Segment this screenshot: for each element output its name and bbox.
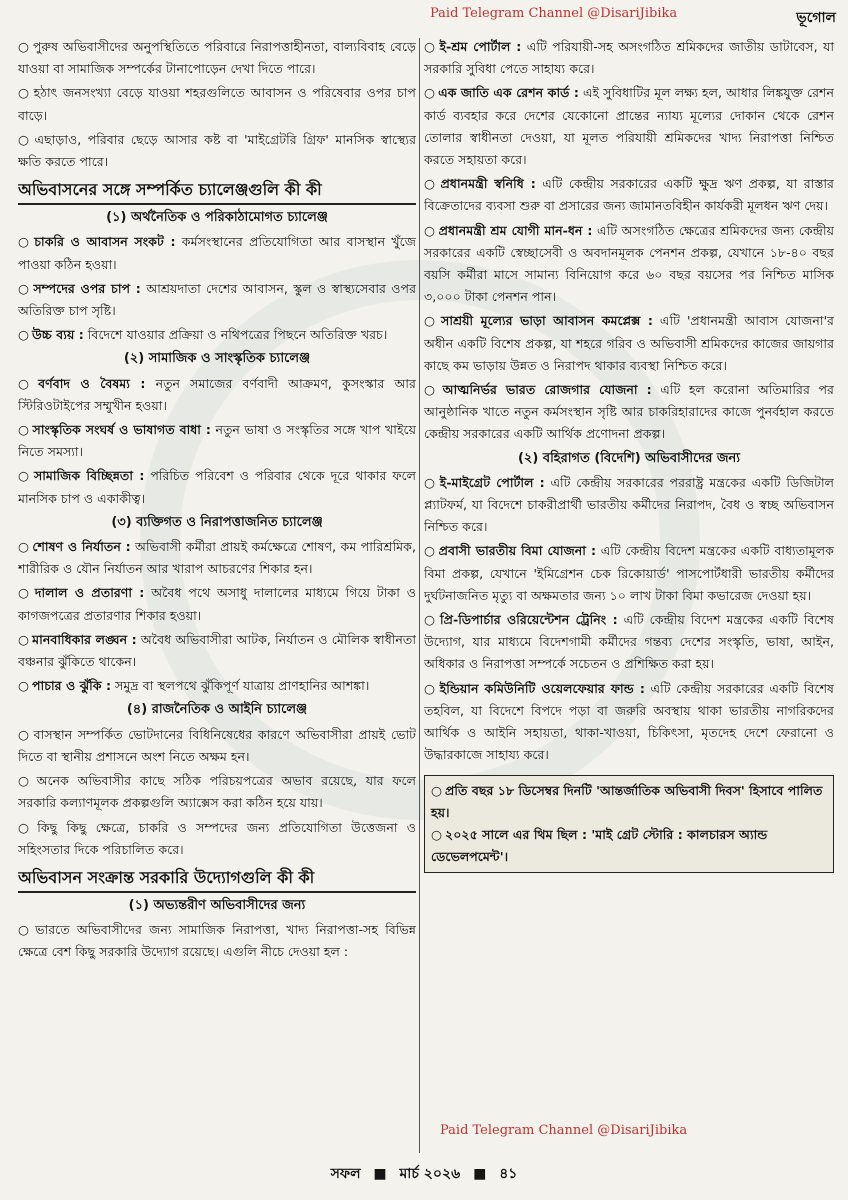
security-challenge-heading: (৩) ব্যক্তিগত ও নিরাপত্তাজনিত চ্যালেঞ্জ	[111, 514, 323, 530]
info-box-line: ○ ২০২৫ সালে এর থিম ছিল : 'মাই গ্রেট স্টোরি : কালচারস অ্যান্ড ডেভেলপমেন্ট'।	[431, 826, 768, 865]
list-item: ○ পাচার ও ঝুঁকি : সমুদ্র বা স্থলপথে ঝুঁকিপূর্ণ যাত্রায় প্রাণহানির আশঙ্কা।	[18, 678, 370, 694]
list-item: ○ এছাড়াও, পরিবার ছেড়ে আসার কষ্ট বা 'মাইগ্রেটরি গ্রিফ' মানসিক স্বাস্থ্যের ক্ষতি করতে পারে।	[18, 131, 416, 170]
watermark-top: Paid Telegram Channel @DisariJibika	[430, 6, 678, 21]
internal-migrants-heading: (১) অভ্যন্তরীণ অভিবাসীদের জন্য	[128, 897, 306, 913]
page-number: ৪১	[499, 1166, 518, 1182]
list-item: ○ প্রি-ডিপার্চার ওরিয়েন্টেশন ট্রেনিং : এটি কেন্দ্রীয় বিদেশ মন্ত্রকের একটি বিশেষ উদ্যোগ, যার মাধ্যমে বিদেশগামী কর্মীদের গন্তব্য দেশের সংস্কৃতি, ভাষা, আইন, অধিকার ও নিরাপত্তা সম্পর্কে সচেতন ও প্রশিক্ষিত করা হয়।	[424, 612, 834, 672]
list-item: ○ ইন্ডিয়ান কমিউনিটি ওয়েলফেয়ার ফান্ড : এটি কেন্দ্রীয় সরকারের একটি বিশেষ তহবিল, যা বিদেশে বিপদে পড়া বা জরুরি অবস্থায় থাকা ভারতীয় নাগরিকদের আর্থিক ও আইনি সহায়তা, থাকা-খাওয়া, চিকিৎসা, মৃতদেহ দেশে ফেরানো ও উদ্ধারকাজে সাহায্য করে।	[424, 680, 834, 763]
left-column	[18, 36, 416, 1156]
political-challenge-heading: (৪) রাজনৈতিক ও আইনি চ্যালেঞ্জ	[126, 702, 308, 718]
migrants-day-info-box	[424, 775, 834, 874]
list-item: ○ শোষণ ও নির্যাতন : অভিবাসী কর্মীরা প্রায়ই কর্মক্ষেত্রে শোষণ, কম পারিশ্রমিক, শারীরিক ও যৌন নির্যাতন আর খারাপ আচরণের শিকার হন।	[18, 539, 416, 577]
list-item: ○ সাংস্কৃতিক সংঘর্ষ ও ভাষাগত বাধা : নতুন ভাষা ও সংস্কৃতির সঙ্গে খাপ খাইয়ে নিতে সমস্যা।	[18, 422, 416, 460]
challenges-heading: অভিবাসনের সঙ্গে সম্পর্কিত চ্যালেঞ্জগুলি কী কী	[18, 177, 416, 205]
square-icon: ■	[373, 1166, 387, 1182]
list-item: ○ প্রধানমন্ত্রী স্বনিধি : এটি কেন্দ্রীয় সরকারের একটি ক্ষুদ্র ঋণ প্রকল্প, যা রাস্তার বিক্রেতাদের ব্যবসা শুরু বা প্রসারের জন্য জামানতবিহীন কার্যকরী মূলধন ঋণ দেয়।	[424, 176, 834, 214]
list-item: ○ প্রবাসী ভারতীয় বিমা যোজনা : এটি কেন্দ্রীয় বিদেশ মন্ত্রকের একটি বাধ্যতামূলক বিমা প্রকল্প, যেখানে 'ইমিগ্রেশন চেক রিকোয়ার্ড' পাসপোর্টধারী ভারতীয় কর্মীদের দুর্ঘটনাজনিত মৃত্যু বা অক্ষমতার জন্য ১০ লাখ টাকা বিমা কভারেজ দেওয়া হয়।	[424, 543, 834, 603]
list-item: ○ উচ্চ ব্যয় : বিদেশে যাওয়ার প্রক্রিয়া ও নথিপত্রের পিছনে অতিরিক্ত খরচ।	[18, 327, 388, 343]
list-item: ○ সামাজিক বিচ্ছিন্নতা : পরিচিত পরিবেশ ও পরিবার থেকে দূরে থাকার ফলে মানসিক চাপ ও একাকীত্ব।	[18, 468, 416, 506]
social-challenge-heading: (২) সামাজিক ও সাংস্কৃতিক চ্যালেঞ্জ	[123, 351, 311, 367]
list-item: ○ ই-শ্রম পোর্টাল : এটি পরিযায়ী-সহ অসংগঠিত শ্রমিকদের জাতীয় ডাটাবেস, যা সরকারি সুবিধা পেতে সাহায্য করে।	[424, 39, 834, 77]
magazine-name: সফল	[330, 1166, 361, 1182]
list-item: ○ ই-মাইগ্রেট পোর্টাল : এটি কেন্দ্রীয় সরকারের পররাষ্ট্র মন্ত্রকের একটি ডিজিটাল প্ল্যাটফর্ম, যা বিদেশে চাকরীপ্রার্থী ভারতীয় কর্মীদের নিরাপদ, বৈধ ও স্বচ্ছ অভিবাসন নিশ্চিত করে।	[424, 474, 834, 535]
watermark-bottom: Paid Telegram Channel @DisariJibika	[440, 1123, 688, 1138]
list-item: ○ সাশ্রয়ী মূল্যের ভাড়া আবাসন কমপ্লেক্স : এটি 'প্রধানমন্ত্রী আবাস যোজনা'র অধীন একটি বিশেষ প্রকল্প, যা শহরে গরিব ও অভিবাসী শ্রমিকদের কাজের জায়গার কাছে কম ভাড়ায় উন্নত ও নিরাপদ থাকার ব্যবস্থা নিশ্চিত করে।	[424, 313, 834, 373]
external-migrants-heading: (২) বহিরাগত (বিদেশি) অভিবাসীদের জন্য	[517, 450, 741, 466]
right-column	[424, 36, 834, 1156]
subject-tag: ভূগোল	[796, 10, 836, 26]
list-item: ○ অনেক অভিবাসীর কাছে সঠিক পরিচয়পত্রের অভাব রয়েছে, যার ফলে সরকারি কল্যাণমূলক প্রকল্পগুলি অ্যাক্সেস করা কঠিন হয়ে যায়।	[18, 773, 416, 811]
column-divider	[419, 38, 420, 1153]
list-item: ○ হঠাৎ জনসংখ্যা বেড়ে যাওয়া শহরগুলিতে আবাসন ও পরিষেবার ওপর চাপ বাড়ে।	[18, 85, 416, 123]
economic-challenge-heading: (১) অর্থনৈতিক ও পরিকাঠামোগত চ্যালেঞ্জ	[106, 210, 328, 226]
list-item: ○ পুরুষ অভিবাসীদের অনুপস্থিতিতে পরিবারে নিরাপত্তাহীনতা, বাল্যবিবাহ বেড়ে যাওয়া বা সামাজিক সম্পর্কের টানাপোড়েন দেখা দিতে পারে।	[18, 39, 416, 77]
list-item: ○ চাকরি ও আবাসন সংকট : কর্মসংস্থানের প্রতিযোগিতা আর বাসস্থান খুঁজে পাওয়া কঠিন হওয়া।	[18, 234, 416, 272]
list-item: ○ বাসস্থান সম্পর্কিত ভোটদানের বিধিনিষেধের কারণে অভিবাসীরা প্রায়ই ভোট দিতে বা স্থানীয় প্রশাসনে অংশ নিতে অক্ষম হন।	[18, 726, 416, 764]
page-footer	[0, 1162, 848, 1186]
info-box-line: ○ প্রতি বছর ১৮ ডিসেম্বর দিনটি 'আন্তর্জাতিক অভিবাসী দিবস' হিসাবে পালিত হয়।	[431, 782, 823, 820]
list-item: ○ দালাল ও প্রতারণা : অবৈধ পথে অসাধু দালালের মাধ্যমে গিয়ে টাকা ও কাগজপত্রের প্রতারণার শিকার হওয়া।	[18, 585, 416, 623]
list-item: ○ মানবাধিকার লঙ্ঘন : অবৈধ অভিবাসীরা আটক, নির্যাতন ও মৌলিক স্বাধীনতা বঞ্চনার ঝুঁকিতে থাকেন।	[18, 631, 416, 670]
list-item: ○ প্রধানমন্ত্রী শ্রম যোগী মান-ধন : এটি অসংগঠিত ক্ষেত্রের শ্রমিকদের জন্য কেন্দ্রীয় সরকারের একটি স্বেচ্ছাসেবী ও অবদানমূলক পেনশন প্রকল্প, যেখানে ১৮-৪০ বছর বয়সি কর্মীরা মাসে সামান্য বিনিয়োগ করে ৬০ বছর বয়সের পর নিশ্চিত মাসিক ৩,০০০ টাকা পেনশন পান।	[424, 222, 834, 305]
square-icon: ■	[473, 1166, 487, 1182]
issue-month: মার্চ ২০২৬	[399, 1166, 461, 1182]
intro-list	[18, 36, 416, 173]
government-initiatives-heading: অভিবাসন সংক্রান্ত সরকারি উদ্যোগগুলি কী কী	[18, 865, 416, 893]
list-item: ○ বর্ণবাদ ও বৈষম্য : নতুন সমাজের বর্ণবাদী আক্রমণ, কুসংস্কার আর স্টিরিওটাইপের সম্মুখীন হওয়া।	[18, 375, 416, 413]
internal-intro: ○ ভারতে অভিবাসীদের জন্য সামাজিক নিরাপত্তা, খাদ্য নিরাপত্তা-সহ বিভিন্ন ক্ষেত্রে বেশ কিছু সরকারি উদ্যোগ রয়েছে। এগুলি নীচে দেওয়া হল :	[18, 922, 416, 960]
list-item: ○ কিছু কিছু ক্ষেত্রে, চাকরি ও সম্পদের জন্য প্রতিযোগিতা উত্তেজনা ও সহিংসতার দিকে পরিচালিত করে।	[18, 819, 416, 857]
list-item: ○ এক জাতি এক রেশন কার্ড : এই সুবিধাটির মূল লক্ষ্য হল, আধার লিঙ্কযুক্ত রেশন কার্ড ব্যবহার করে দেশের যেকোনো প্রান্তের ন্যায্য মূল্যের দোকান থেকে রেশন তোলার স্বাধীনতা দেওয়া, যা মূলত পরিযায়ী শ্রমিকদের খাদ্য নিরাপত্তা নিশ্চিত করতে সহায়তা করে।	[424, 85, 834, 168]
list-item: ○ আত্মনির্ভর ভারত রোজগার যোজনা : এটি হল করোনা অতিমারির পর আনুষ্ঠানিক খাতে নতুন কর্মসংস্থান সৃষ্টি আর চাকরিহারাদের কাজে পুনর্বহাল করতে কেন্দ্রীয় সরকারের একটি আর্থিক প্রণোদনা প্রকল্প।	[424, 382, 834, 442]
list-item: ○ সম্পদের ওপর চাপ : আশ্রয়দাতা দেশের আবাসন, স্কুল ও স্বাস্থ্যসেবার ওপর অতিরিক্ত চাপ সৃষ্টি।	[18, 280, 416, 319]
